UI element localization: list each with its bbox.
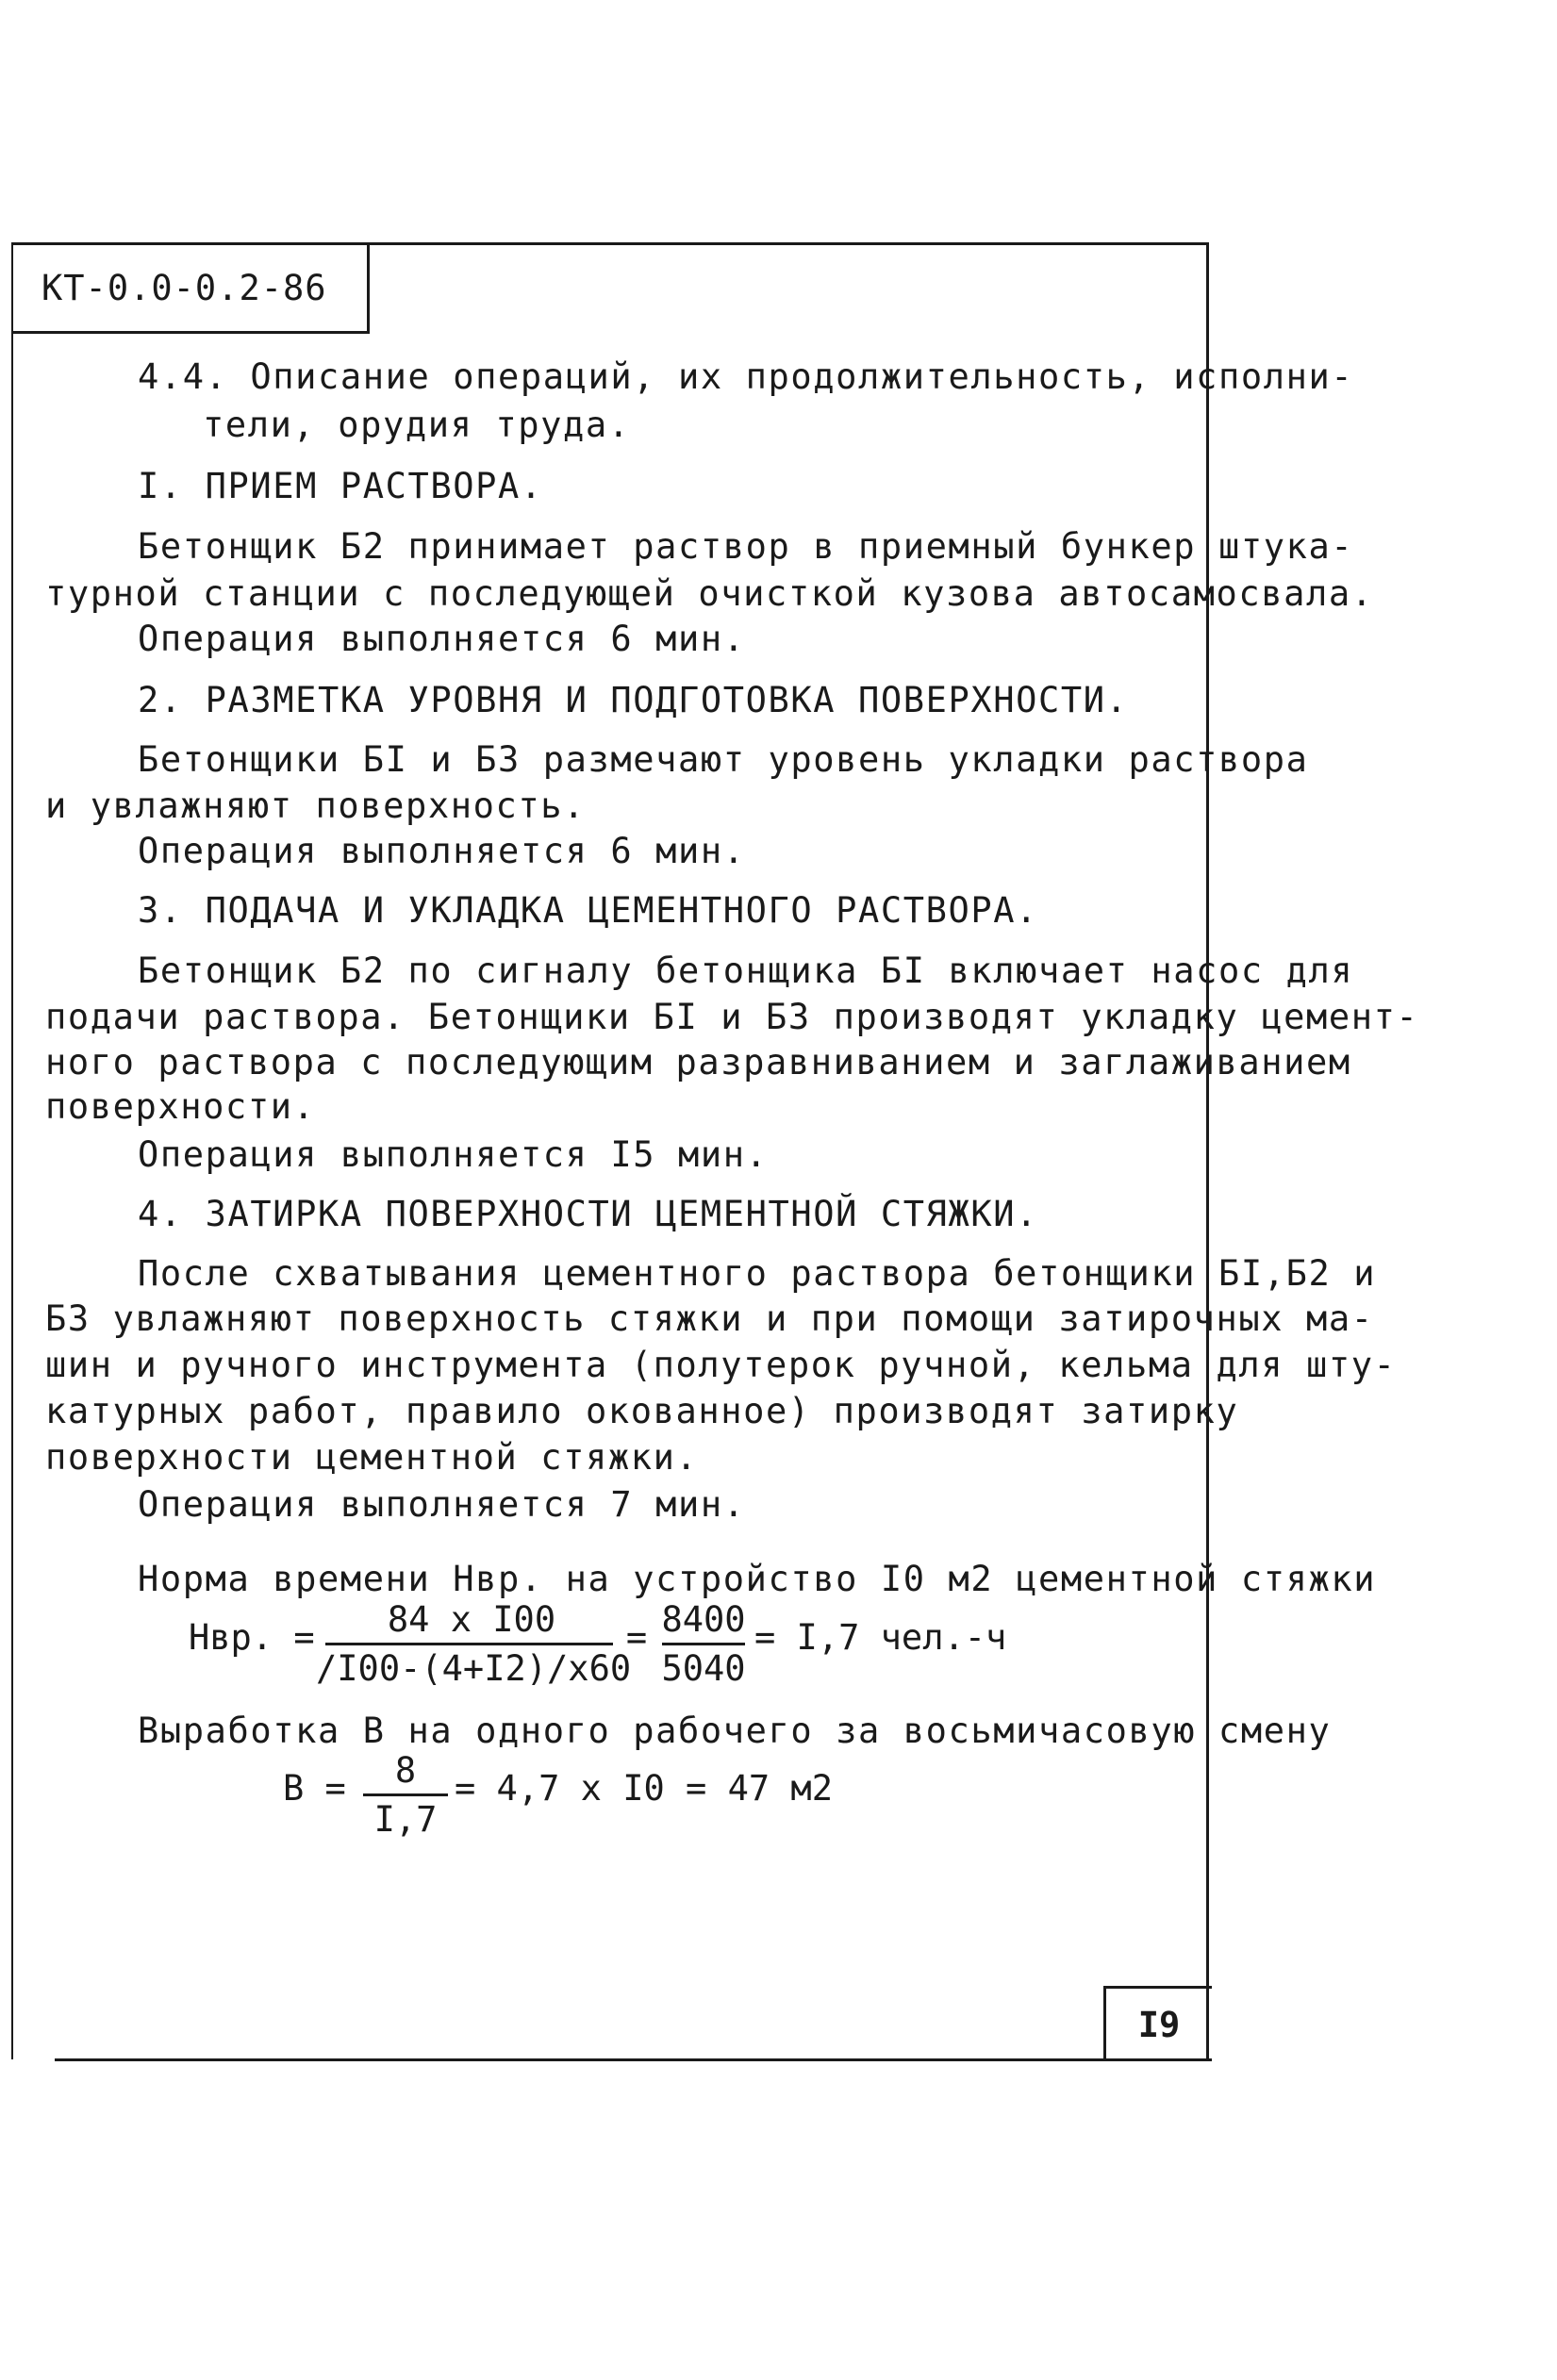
formula-denominator: I,7 (373, 1799, 438, 1840)
heading-line-1: 4.4. Описание операций, их продолжительность, исполни- (138, 356, 1354, 397)
section-3-title: 3. ПОДАЧА И УКЛАДКА ЦЕМЕНТНОГО РАСТВОРА. (138, 890, 1039, 931)
section-4-text: После схватывания цементного раствора бетонщики БI,Б2 и (138, 1253, 1377, 1294)
formula-result: = I,7 чел.-ч (754, 1617, 1007, 1658)
formula-equals: = (625, 1617, 648, 1658)
section-3-text: ного раствора с последующим разравниванием и заглаживанием (45, 1042, 1351, 1083)
fraction-bar (363, 1793, 448, 1796)
section-2-text: Бетонщики БI и Б3 размечают уровень укладки раствора (138, 739, 1309, 780)
section-2-text: и увлажняют поверхность. (45, 785, 587, 826)
section-4-text: катурных работ, правило окованное) производят затирку (45, 1391, 1239, 1431)
section-3-text: поверхности. (45, 1086, 316, 1127)
section-3-text: Бетонщик Б2 по сигналу бетонщика БI включает насос для (138, 950, 1354, 991)
fraction-bar (662, 1643, 745, 1645)
formula-denominator: 5040 (661, 1648, 746, 1689)
formula-numerator: 8400 (661, 1599, 746, 1640)
formula-denominator: /I00-(4+I2)/х60 (316, 1648, 632, 1689)
section-2-duration: Операция выполняется 6 мин. (138, 831, 746, 871)
document-code: КТ-0.0-0.2-86 (41, 268, 327, 308)
page-number-box (1103, 1986, 1212, 2061)
section-1-text: Бетонщик Б2 принимает раствор в приемный бункер штука- (138, 526, 1354, 567)
norm-intro: Норма времени Нвр. на устройство I0 м2 цементной стяжки (138, 1559, 1377, 1599)
section-2-title: 2. РАЗМЕТКА УРОВНЯ И ПОДГОТОВКА ПОВЕРХНОСТИ. (138, 680, 1129, 720)
section-4-title: 4. ЗАТИРКА ПОВЕРХНОСТИ ЦЕМЕНТНОЙ СТЯЖКИ. (138, 1194, 1039, 1234)
formula-result: = 4,7 х I0 = 47 м2 (455, 1768, 833, 1809)
section-4-text: Б3 увлажняют поверхность стяжки и при помощи затирочных ма- (45, 1298, 1374, 1339)
section-4-text: поверхности цементной стяжки. (45, 1437, 699, 1478)
section-1-duration: Операция выполняется 6 мин. (138, 619, 746, 659)
section-3-duration: Операция выполняется I5 мин. (138, 1134, 769, 1175)
bottom-rule (55, 2058, 1212, 2061)
fraction-bar (325, 1643, 613, 1645)
section-1-text: турной станции с последующей очисткой кузова автосамосвала. (45, 573, 1374, 614)
section-4-text: шин и ручного инструмента (полутерок ручной, кельма для шту- (45, 1345, 1397, 1385)
heading-line-2: тели, орудия труда. (203, 405, 631, 445)
formula-numerator: 84 х I00 (387, 1599, 556, 1640)
page-number: I9 (1137, 2005, 1181, 2045)
document-code-stamp (11, 242, 370, 334)
section-3-text: подачи раствора. Бетонщики БI и Б3 производят укладку цемент- (45, 997, 1419, 1037)
formula-numerator: 8 (394, 1750, 417, 1791)
section-1-title: I. ПРИЕМ РАСТВОРА. (138, 466, 543, 506)
section-4-duration: Операция выполняется 7 мин. (138, 1484, 746, 1525)
output-intro: Выработка В на одного рабочего за восьмичасовую смену (138, 1711, 1332, 1751)
formula-lhs: Нвр. = (189, 1617, 315, 1658)
formula-lhs: В = (283, 1768, 346, 1809)
